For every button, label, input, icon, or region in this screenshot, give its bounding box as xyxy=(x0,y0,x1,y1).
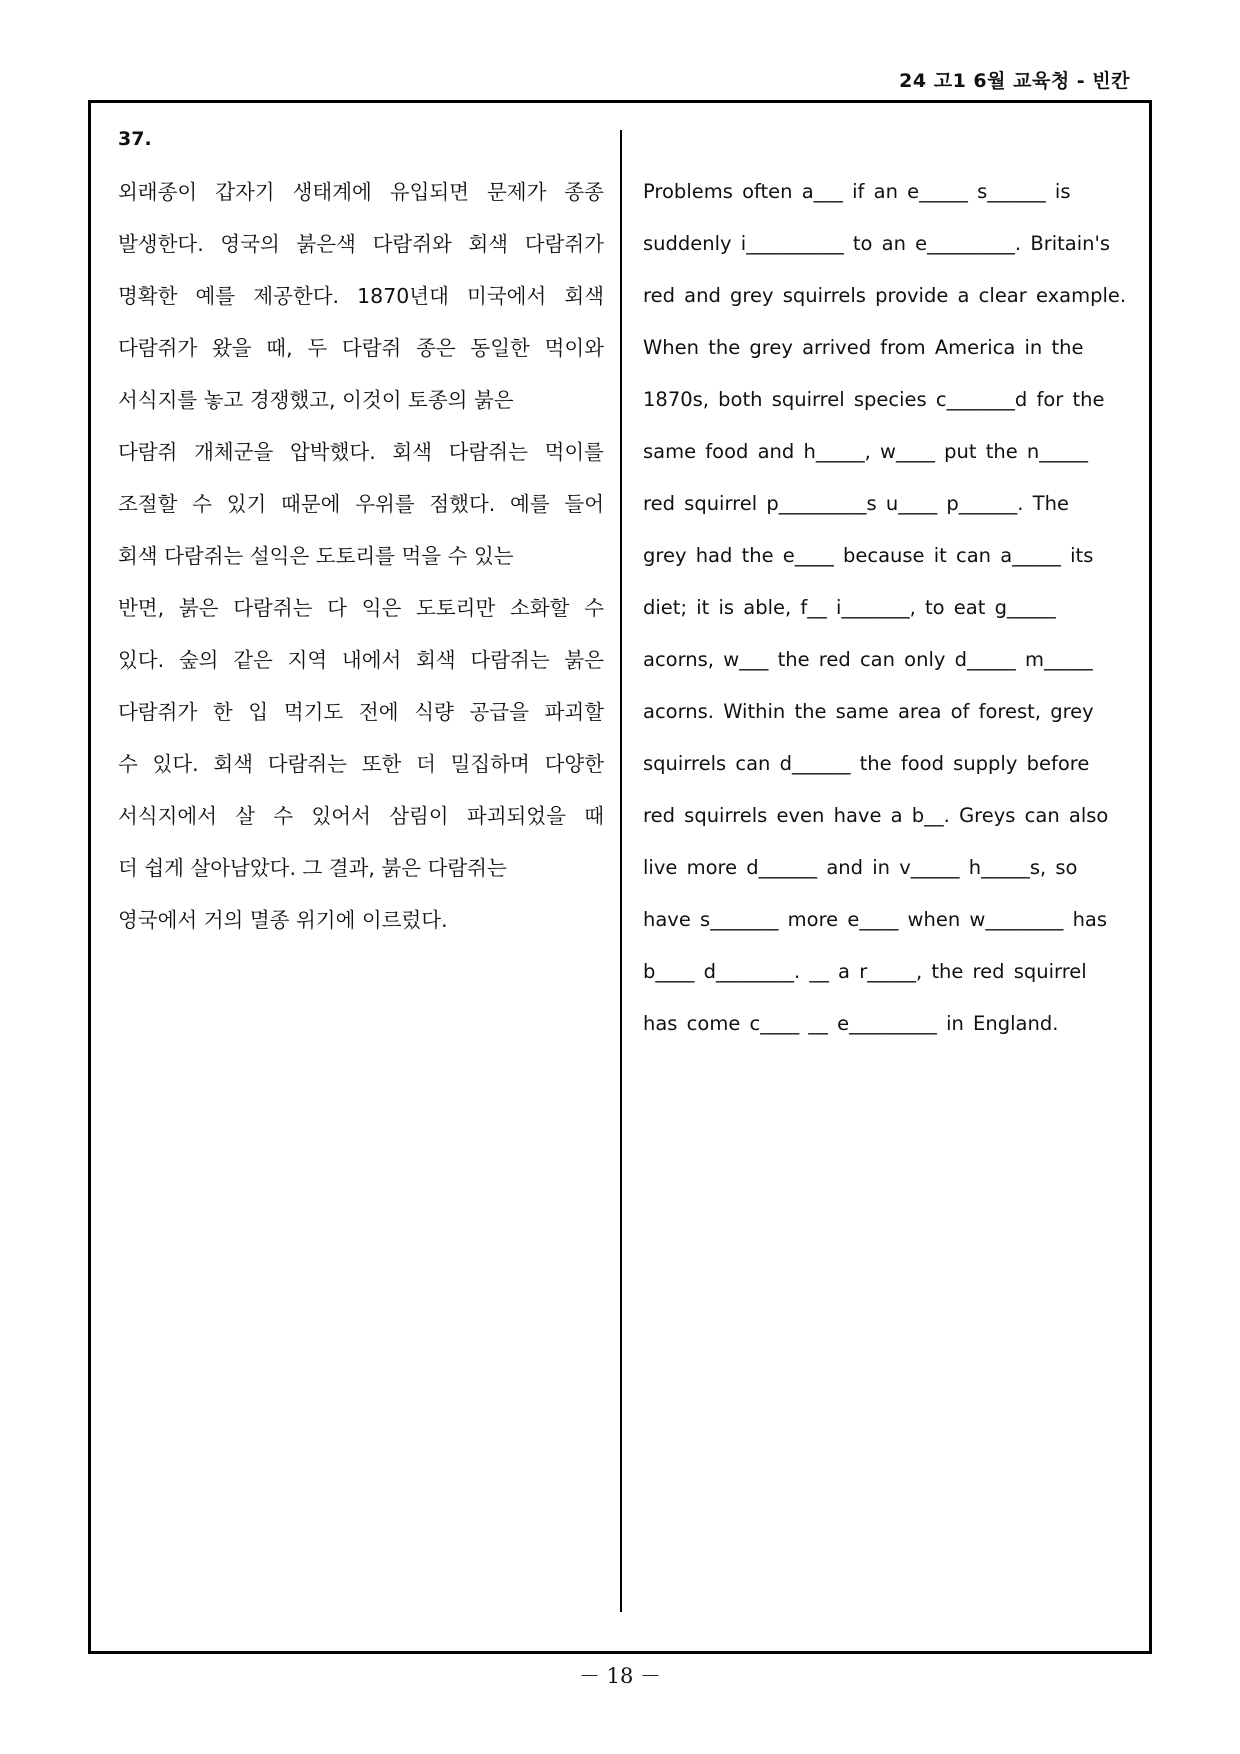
question-number: 37. xyxy=(118,128,152,150)
english-line: has come c____ __ e_________ in England. xyxy=(643,1012,1059,1035)
korean-line: 있다. 숲의 같은 지역 내에서 회색 다람쥐는 붉은 xyxy=(118,648,604,672)
korean-line: 서식지에서 살 수 있어서 삼림이 파괴되었을 때 xyxy=(118,804,604,828)
korean-line: 더 쉽게 살아남았다. 그 결과, 붉은 다람쥐는 xyxy=(118,856,507,880)
korean-line: 영국에서 거의 멸종 위기에 이르렀다. xyxy=(118,908,448,932)
english-line: squirrels can d______ the food supply before xyxy=(643,752,1090,775)
page-number: － 18 － xyxy=(578,1664,662,1688)
english-fill-in-passage xyxy=(643,174,1133,1058)
korean-passage xyxy=(118,174,604,954)
english-line: b____ d________. __ a r_____, the red squirrel xyxy=(643,960,1087,983)
korean-line: 회색 다람쥐는 설익은 도토리를 먹을 수 있는 xyxy=(118,544,514,568)
korean-line: 다람쥐가 한 입 먹기도 전에 식량 공급을 파괴할 xyxy=(118,700,604,724)
english-line: red squirrel p_________s u____ p______. The xyxy=(643,492,1069,515)
korean-line: 명확한 예를 제공한다. 1870년대 미국에서 회색 xyxy=(118,284,604,308)
korean-line: 외래종이 갑자기 생태계에 유입되면 문제가 종종 xyxy=(118,180,604,204)
korean-line: 서식지를 놓고 경쟁했고, 이것이 토종의 붉은 xyxy=(118,388,514,412)
korean-line: 다람쥐가 왔을 때, 두 다람쥐 종은 동일한 먹이와 xyxy=(118,336,604,360)
korean-line: 다람쥐 개체군을 압박했다. 회색 다람쥐는 먹이를 xyxy=(118,440,604,464)
document-header-title: 24 고1 6월 교육청 - 빈칸 xyxy=(899,70,1130,92)
korean-line: 조절할 수 있기 때문에 우위를 점했다. 예를 들어 xyxy=(118,492,604,516)
english-line: red squirrels even have a b__. Greys can also xyxy=(643,804,1109,827)
english-line: grey had the e____ because it can a_____ its xyxy=(643,544,1094,567)
english-line: suddenly i__________ to an e_________. Britain's xyxy=(643,232,1111,255)
english-line: When the grey arrived from America in the xyxy=(643,336,1084,359)
column-divider xyxy=(620,130,622,1612)
english-line: Problems often a___ if an e_____ s______ is xyxy=(643,180,1071,203)
english-line: acorns. Within the same area of forest, grey xyxy=(643,700,1094,723)
english-line: red and grey squirrels provide a clear example. xyxy=(643,284,1127,307)
korean-line: 수 있다. 회색 다람쥐는 또한 더 밀집하며 다양한 xyxy=(118,752,604,776)
english-line: have s_______ more e____ when w________ has xyxy=(643,908,1108,931)
english-line: diet; it is able, f__ i_______, to eat g_____ xyxy=(643,596,1056,619)
english-line: 1870s, both squirrel species c_______d for the xyxy=(643,388,1105,411)
english-line: acorns, w___ the red can only d_____ m_____ xyxy=(643,648,1093,671)
english-line: live more d______ and in v_____ h_____s, so xyxy=(643,856,1078,879)
english-line: same food and h_____, w____ put the n_____ xyxy=(643,440,1089,463)
korean-line: 발생한다. 영국의 붉은색 다람쥐와 회색 다람쥐가 xyxy=(118,232,604,256)
korean-line: 반면, 붉은 다람쥐는 다 익은 도토리만 소화할 수 xyxy=(118,596,604,620)
